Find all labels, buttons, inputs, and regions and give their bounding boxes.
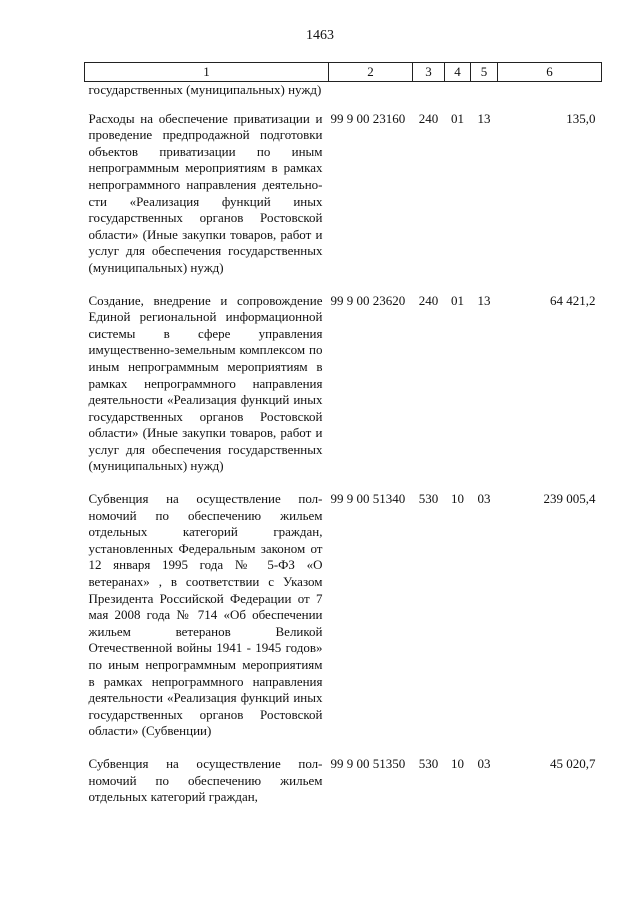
row-description: Создание, внедрение и сопровождение Единой региональной информационной системы в сфере управления имущественно-земельным комплексом по иным непрограммным мероприятиям в рамках непрограммного направления деятельности «Реализация функций иных государственных органов Ростовской области» (Иные закупки товаров, работ и услуг для обеспечения государственных (муниципальных) нужд) <box>88 292 323 474</box>
page-number: 1463 <box>306 28 334 43</box>
column-header-3: 3 <box>413 63 445 82</box>
table-row <box>85 111 602 293</box>
table-row <box>85 756 602 822</box>
row-section: 10 <box>451 491 464 507</box>
row-description: Субвенция на осуществление полномочий по обеспечению жильем отдельных категорий граждан, <box>88 755 323 805</box>
row-subsection: 03 <box>477 755 491 771</box>
row-subsection: 03 <box>477 491 491 507</box>
row-expense-type: 530 <box>418 755 439 771</box>
table-row <box>85 491 602 756</box>
row-amount: 135,0 <box>566 110 596 126</box>
row-amount: 239 005,4 <box>543 491 596 507</box>
row-expense-type: 530 <box>418 491 439 507</box>
row-expense-type: 240 <box>418 292 439 308</box>
row-description: Субвенция на осуществление полномочий по обеспечению жильем отдельных категорий граждан, установленных Федеральным законом от 12 января 1995 года № 5-ФЗ «О ветеранах» , в соответствии с Указом Президента Российской Федерации от 7 мая 2008 года № 714 «Об обеспечении жильем ветеранов Великой Отечественной войны 1941 - 1945 годов» по иным непрограммным мероприятиям в рамках непрограммного направления деятельности «Реализация функций иных государственных органов Ростовской области» (Субвенции) <box>88 491 323 739</box>
row-amount: 45 020,7 <box>550 755 596 771</box>
table-row <box>85 293 602 492</box>
row-subsection: 13 <box>477 110 491 126</box>
row-target-code: 99 9 00 51350 <box>330 755 406 771</box>
row-target-code: 99 9 00 51340 <box>330 491 406 507</box>
row-target-code: 99 9 00 23620 <box>330 292 406 308</box>
budget-table <box>84 62 602 822</box>
column-header-1: 1 <box>85 63 329 82</box>
row-amount: 64 421,2 <box>550 292 596 308</box>
row-section: 01 <box>451 292 464 308</box>
row-expense-type: 240 <box>418 110 439 126</box>
row-description: государственных (муниципальных) нужд) <box>88 82 322 97</box>
column-header-5: 5 <box>471 63 498 82</box>
table-header-row <box>85 63 602 82</box>
table-row-continuation <box>85 82 602 111</box>
row-section: 10 <box>451 755 464 771</box>
row-description: Расходы на обеспечение приватизации и проведение предпродажной подготовки объектов приватизации по иным непрограммным мероприятиям в рамках непрограммного направления деятельности «Реализация функций иных государственных органов Ростовской области» (Иные закупки товаров, работ и услуг для обеспечения государственных (муниципальных) нужд) <box>88 110 323 275</box>
column-header-2: 2 <box>329 63 413 82</box>
row-section: 01 <box>451 110 464 126</box>
column-header-6: 6 <box>498 63 602 82</box>
row-target-code: 99 9 00 23160 <box>330 110 406 126</box>
row-subsection: 13 <box>477 292 491 308</box>
column-header-4: 4 <box>445 63 471 82</box>
